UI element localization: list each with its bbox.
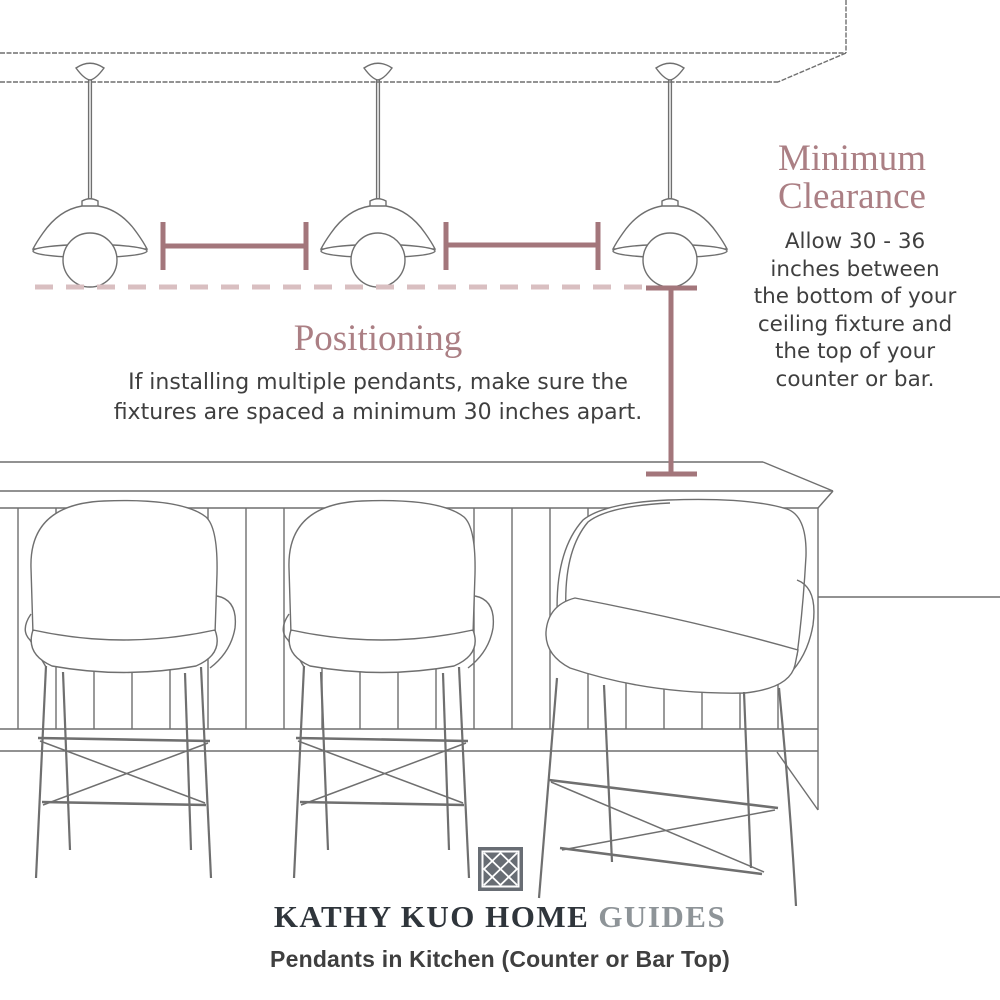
clearance-text-line: ceiling fixture and	[757, 311, 953, 337]
pendant-light-2	[321, 63, 435, 287]
bar-stool-1	[25, 501, 235, 878]
brand-name: KATHY KUO HOME	[273, 899, 590, 934]
brand-suffix: GUIDES	[598, 899, 727, 934]
ceiling-sketch	[0, 0, 846, 82]
positioning-text	[78, 368, 678, 428]
minimum-clearance-title-line: Minimum	[777, 138, 927, 179]
bar-stool-2	[283, 501, 493, 878]
clearance-text-line: counter or bar.	[775, 366, 935, 392]
minimum-clearance-title-line: Clearance	[778, 176, 926, 217]
clearance-text-line: Allow 30 - 36	[784, 229, 926, 254]
bar-stool-3	[539, 499, 814, 906]
clearance-text-line: inches between	[770, 256, 940, 282]
clearance-text-line: the top of your	[774, 339, 936, 364]
guide-subtitle: Pendants in Kitchen (Counter or Bar Top)	[270, 946, 730, 972]
brand-wordmark	[0, 899, 1000, 935]
pendant-light-1	[33, 63, 147, 287]
clearance-text-line: the bottom of your	[753, 284, 957, 309]
kathy-kuo-home-logo	[478, 847, 523, 891]
minimum-clearance-title	[702, 140, 1000, 216]
minimum-clearance-text	[705, 228, 1000, 393]
positioning-text-line: If installing multiple pendants, make sure the	[128, 370, 628, 395]
positioning-text-line: fixtures are spaced a minimum 30 inches apart.	[113, 400, 643, 425]
positioning-title: Positioning	[293, 318, 463, 359]
